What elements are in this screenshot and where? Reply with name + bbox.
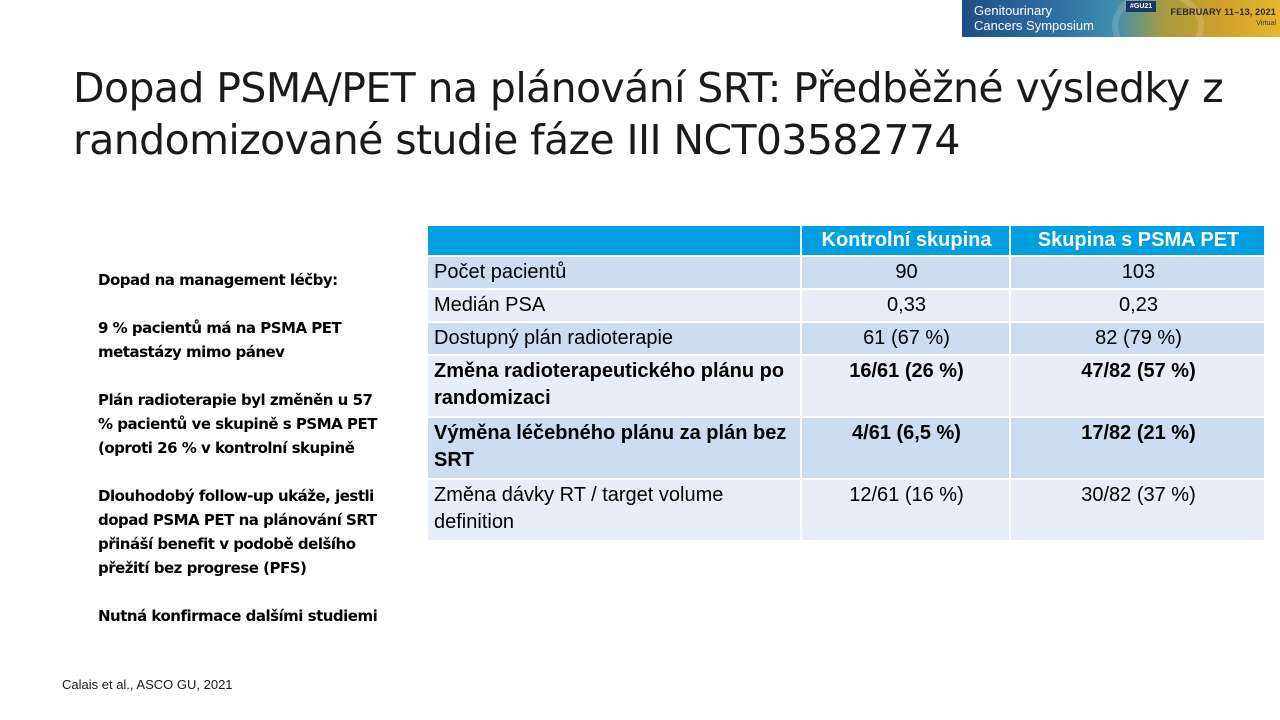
conference-banner — [962, 0, 1280, 37]
table-header-cell: Kontrolní skupina — [801, 225, 1010, 256]
cell-psma: 17/82 (21 %) — [1010, 417, 1265, 479]
table-row — [427, 289, 1265, 322]
left-panel-item: 9 % pacientů má na PSMA PET metastázy mimo pánev — [98, 319, 342, 361]
row-label: Změna radioterapeutického plánu po randomizaci — [427, 355, 801, 417]
cell-control: 16/61 (26 %) — [801, 355, 1010, 417]
left-text-panel — [98, 268, 388, 652]
cell-psma: 0,23 — [1010, 289, 1265, 322]
citation: Calais et al., ASCO GU, 2021 — [62, 677, 233, 692]
left-panel-item: Plán radioterapie byl změněn u 57 % pacientů ve skupině s PSMA PET (oproti 26 % v kontrolní skupině — [98, 391, 377, 457]
left-panel-item: Nutná konfirmace dalšími studiemi — [98, 607, 378, 625]
left-panel-item: Dlouhodobý follow-up ukáže, jestli dopad PSMA PET na plánování SRT přináší benefit v podobě delšího přežití bez progrese (PFS) — [98, 487, 377, 577]
table-row — [427, 479, 1265, 541]
left-panel-heading: Dopad na management léčby: — [98, 271, 338, 289]
row-label: Výměna léčebného plánu za plán bez SRT — [427, 417, 801, 479]
table-row — [427, 355, 1265, 417]
cell-control: 0,33 — [801, 289, 1010, 322]
table-row — [427, 256, 1265, 289]
row-label: Změna dávky RT / target volume definition — [427, 479, 801, 541]
table-header-cell — [427, 225, 801, 256]
results-table — [426, 224, 1266, 542]
row-label: Počet pacientů — [427, 256, 801, 289]
cell-control: 4/61 (6,5 %) — [801, 417, 1010, 479]
banner-line-1: Genitourinary — [974, 3, 1053, 18]
cell-psma: 82 (79 %) — [1010, 322, 1265, 355]
banner-mode: Virtual — [1256, 20, 1276, 27]
cell-psma: 30/82 (37 %) — [1010, 479, 1265, 541]
banner-dates: FEBRUARY 11–13, 2021 — [1170, 7, 1276, 17]
table-header-cell: Skupina s PSMA PET — [1010, 225, 1265, 256]
slide-title: Dopad PSMA/PET na plánování SRT: Předběžné výsledky z randomizované studie fáze III NCT03582774 — [73, 64, 1224, 164]
banner-hashtag: #GU21 — [1126, 1, 1156, 12]
cell-control: 90 — [801, 256, 1010, 289]
cell-psma: 47/82 (57 %) — [1010, 355, 1265, 417]
table-row — [427, 322, 1265, 355]
cell-control: 61 (67 %) — [801, 322, 1010, 355]
banner-line-2: Cancers Symposium — [974, 18, 1094, 33]
cell-psma: 103 — [1010, 256, 1265, 289]
row-label: Medián PSA — [427, 289, 801, 322]
cell-control: 12/61 (16 %) — [801, 479, 1010, 541]
table-row — [427, 417, 1265, 479]
table-header-row — [427, 225, 1265, 256]
row-label: Dostupný plán radioterapie — [427, 322, 801, 355]
